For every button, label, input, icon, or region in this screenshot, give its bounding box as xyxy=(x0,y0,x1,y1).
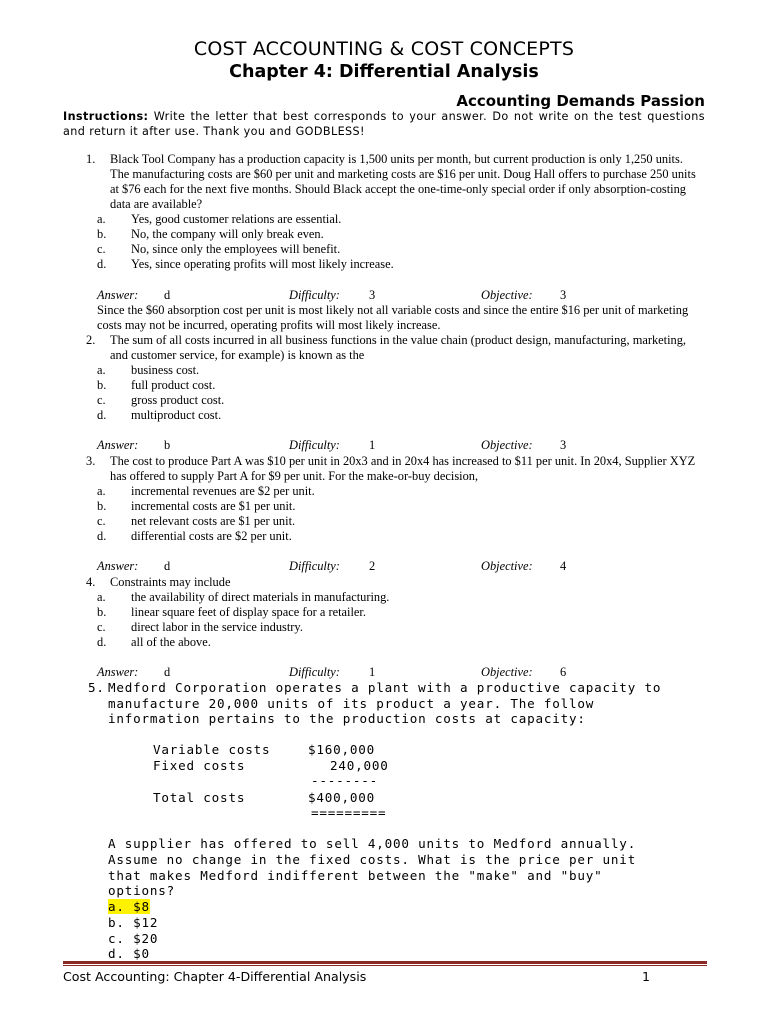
cost-label: Variable costs xyxy=(153,742,271,757)
question-stem: The sum of all costs incurred in all business functions in the value chain (product design, manufacturing, marketing, and customer service, for example) is known as the xyxy=(110,333,687,362)
cost-double-rule: ========= xyxy=(311,805,387,820)
objective-label: Objective: xyxy=(481,288,533,302)
option-text: $20 xyxy=(133,931,159,946)
objective-value: 3 xyxy=(560,438,567,452)
option-letter: b. xyxy=(97,605,107,619)
answer-value: b xyxy=(164,438,171,452)
question-number: 2. xyxy=(86,333,96,347)
option-text: differential costs are $2 per unit. xyxy=(131,529,292,543)
answer-value: d xyxy=(164,665,171,679)
question-5-line-3: that makes Medford indifferent between the "make" and "buy" xyxy=(108,868,603,883)
instructions-text: Write the letter that best corresponds to your answer. Do not write on the test questions and return it after use. Thank you and GODBLESS! xyxy=(63,110,705,138)
question-number: 3. xyxy=(86,454,96,468)
answer-value: d xyxy=(164,559,171,573)
answer-explanation: Since the $60 absorption cost per unit is most likely not all variable costs and since the entire $16 per unit of marketing costs may not be incurred, operating profits will most likely increase. xyxy=(97,303,689,332)
option-letter: d. xyxy=(97,257,107,271)
difficulty-value: 1 xyxy=(369,665,376,679)
question-number: 1. xyxy=(86,152,96,166)
option-letter: d. xyxy=(97,635,107,649)
answer-label: Answer: xyxy=(97,665,139,679)
option-letter: a. xyxy=(97,590,106,604)
document-title: COST ACCOUNTING & COST CONCEPTS xyxy=(193,38,575,60)
option-text: net relevant costs are $1 per unit. xyxy=(131,514,296,528)
option-letter: d. xyxy=(97,529,107,543)
option-letter: c. xyxy=(97,514,106,528)
option-letter: a. xyxy=(108,899,125,914)
objective-value: 4 xyxy=(560,559,567,573)
option-text: $12 xyxy=(133,915,159,930)
option-text: No, since only the employees will benefit. xyxy=(131,242,341,256)
option-text: full product cost. xyxy=(131,378,216,392)
question-5-stem-line-2: manufacture 20,000 units of its product a year. The follow xyxy=(108,695,595,711)
page-number: 1 xyxy=(642,969,651,984)
question-number: 4. xyxy=(86,575,96,589)
question-stem: Black Tool Company has a production capacity is 1,500 units per month, but current production is only 1,250 units. The manufacturing costs are $60 per unit and marketing costs are $16 per unit. Doug Hall offers to purchase 250 units at $76 each for the next five months. Should Black accept the one-time-only special order if only absorption-costing data are available? xyxy=(110,152,696,211)
question-5-stem-line-1: Medford Corporation operates a plant with a productive capacity to xyxy=(108,680,662,695)
objective-value: 6 xyxy=(560,665,567,679)
option-text: $0 xyxy=(133,946,150,961)
cost-rule: -------- xyxy=(311,773,379,788)
cost-value: 240,000 xyxy=(330,758,389,773)
option-text: direct labor in the service industry. xyxy=(131,620,303,634)
question-5-number: 5. xyxy=(88,680,105,695)
tagline: Accounting Demands Passion xyxy=(456,92,705,110)
question-4 xyxy=(86,575,702,590)
option-text: gross product cost. xyxy=(131,393,225,407)
option-text: No, the company will only break even. xyxy=(131,227,324,241)
chapter-title: Chapter 4: Differential Analysis xyxy=(229,62,539,82)
option-a-highlighted xyxy=(108,899,150,915)
option-text: business cost. xyxy=(131,363,200,377)
objective-label: Objective: xyxy=(481,665,533,679)
option-text: Yes, good customer relations are essential. xyxy=(131,212,342,226)
option-letter: a. xyxy=(97,363,106,377)
option-letter: b. xyxy=(108,915,125,930)
option-b xyxy=(108,915,158,931)
difficulty-value: 3 xyxy=(369,288,376,302)
question-3 xyxy=(86,454,702,484)
option-letter: c. xyxy=(97,393,106,407)
question-5-line-4: options? xyxy=(108,883,176,898)
option-letter: c. xyxy=(97,620,106,634)
difficulty-label: Difficulty: xyxy=(289,665,340,679)
cost-value: $400,000 xyxy=(308,790,376,805)
option-text: $8 xyxy=(133,899,150,914)
objective-label: Objective: xyxy=(481,438,533,452)
option-letter: d. xyxy=(108,946,125,961)
option-text: multiproduct cost. xyxy=(131,408,222,422)
question-2 xyxy=(86,333,702,363)
answer-value: d xyxy=(164,288,171,302)
option-text: incremental costs are $1 per unit. xyxy=(131,499,296,513)
question-stem: Constraints may include xyxy=(110,575,231,589)
footer-rule-thin xyxy=(63,965,707,966)
cost-label: Fixed costs xyxy=(153,758,246,773)
question-stem: The cost to produce Part A was $10 per unit in 20x3 and in 20x4 has increased to $11 per unit. In 20x4, Supplier XYZ has offered to supply Part A for $9 per unit. For the make-or-buy decision, xyxy=(110,454,696,483)
cost-label: Total costs xyxy=(153,790,246,805)
option-letter: b. xyxy=(97,378,107,392)
question-5-line-2: Assume no change in the fixed costs. What is the price per unit xyxy=(108,852,637,867)
option-letter: a. xyxy=(97,212,106,226)
option-letter: c. xyxy=(97,242,106,256)
option-letter: c. xyxy=(108,931,125,946)
question-5-line-1: A supplier has offered to sell 4,000 units to Medford annually. xyxy=(108,836,637,851)
option-letter: d. xyxy=(97,408,107,422)
difficulty-value: 1 xyxy=(369,438,376,452)
option-letter: a. xyxy=(97,484,106,498)
difficulty-label: Difficulty: xyxy=(289,288,340,302)
option-text: the availability of direct materials in manufacturing. xyxy=(131,590,390,604)
option-d xyxy=(108,946,150,962)
difficulty-value: 2 xyxy=(369,559,376,573)
option-letter: b. xyxy=(97,227,107,241)
option-letter: b. xyxy=(97,499,107,513)
answer-label: Answer: xyxy=(97,438,139,452)
objective-label: Objective: xyxy=(481,559,533,573)
highlight-mark xyxy=(108,899,150,914)
answer-label: Answer: xyxy=(97,288,139,302)
answer-label: Answer: xyxy=(97,559,139,573)
question-1 xyxy=(86,152,702,212)
instructions-label: Instructions: xyxy=(63,110,149,123)
footer-rule xyxy=(63,961,707,964)
footer-text: Cost Accounting: Chapter 4-Differential Analysis xyxy=(63,969,367,984)
question-5-stem-line-3: information pertains to the production costs at capacity: xyxy=(108,711,586,727)
option-text: incremental revenues are $2 per unit. xyxy=(131,484,315,498)
option-c xyxy=(108,931,158,947)
cost-value: $160,000 xyxy=(308,742,376,757)
option-text: linear square feet of display space for a retailer. xyxy=(131,605,366,619)
difficulty-label: Difficulty: xyxy=(289,438,340,452)
option-text: Yes, since operating profits will most likely increase. xyxy=(131,257,394,271)
objective-value: 3 xyxy=(560,288,567,302)
difficulty-label: Difficulty: xyxy=(289,559,340,573)
option-text: all of the above. xyxy=(131,635,211,649)
instructions xyxy=(63,110,705,139)
